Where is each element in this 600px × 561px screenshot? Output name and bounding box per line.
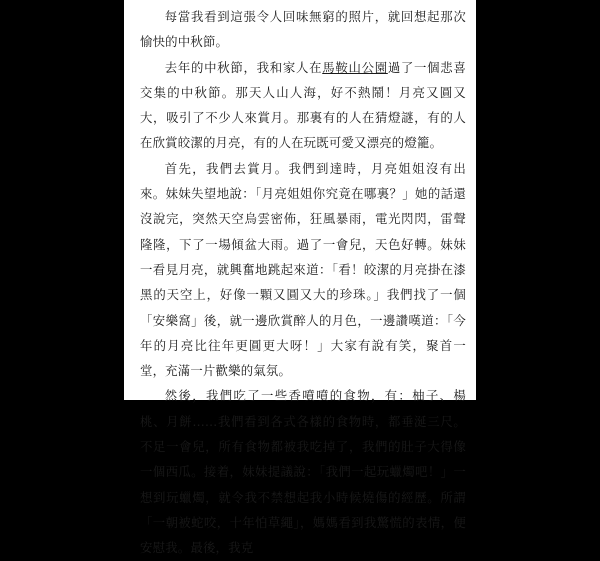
paragraph-1: 每當我看到這張令人回味無窮的照片，就回想起那次愉快的中秋節。 (140, 9, 466, 50)
paragraph-4: 然後，我們吃了一些香噴噴的食物，有：柚子、楊桃、月餅……我們看到各式各樣的食物時，都垂涎三尺。不足一會兒，所有食物都被我吃掉了，我們的肚子大得像一個西瓜。接着，妹妹提議說：「我們一起玩蠟燭吧！」一想到玩蠟燭，就令我不禁想起我小時候燒傷的經歷。所謂「一朝被蛇咬，十年怕草繩」，媽媽看到我驚慌的表情，便安慰我。最後，我克 (140, 388, 466, 556)
place-name: 馬鞍山公園 (322, 59, 388, 75)
paragraph-2-start: 去年的中秋節，我和家人在 (164, 59, 323, 75)
document-page (124, 0, 476, 556)
paragraph-2 (140, 55, 466, 156)
essay-body (140, 4, 466, 561)
paragraph-2-rest: 過了一個悲喜交集的中秋節。那天人山人海，好不熱鬧！月亮又圓又大，吸引了不少人來賞月。那裏有的人在猜燈謎，有的人在欣賞皎潔的月亮，有的人在玩既可愛又漂亮的燈籠。 (140, 59, 466, 151)
paragraph-3: 首先，我們去賞月。我們到達時，月亮姐姐沒有出來。妹妹失望地說：「月亮姐姐你究竟在哪裏？」她的話還沒說完，突然天空烏雲密佈，狂風暴雨，電光閃閃，雷聲隆隆，下了一場傾盆大雨。過了一會兒，天色好轉。妹妹一看見月亮，就興奮地跳起來道：「看！皎潔的月亮掛在漆黑的天空上，好像一顆又圓又大的珍珠。」我們找了一個「安樂窩」後，就一邊欣賞醉人的月色，一邊讚嘆道：「今年的月亮比往年更圓更大呀！」大家有說有笑，聚首一堂，充滿一片歡樂的氣氛。 (140, 160, 466, 379)
